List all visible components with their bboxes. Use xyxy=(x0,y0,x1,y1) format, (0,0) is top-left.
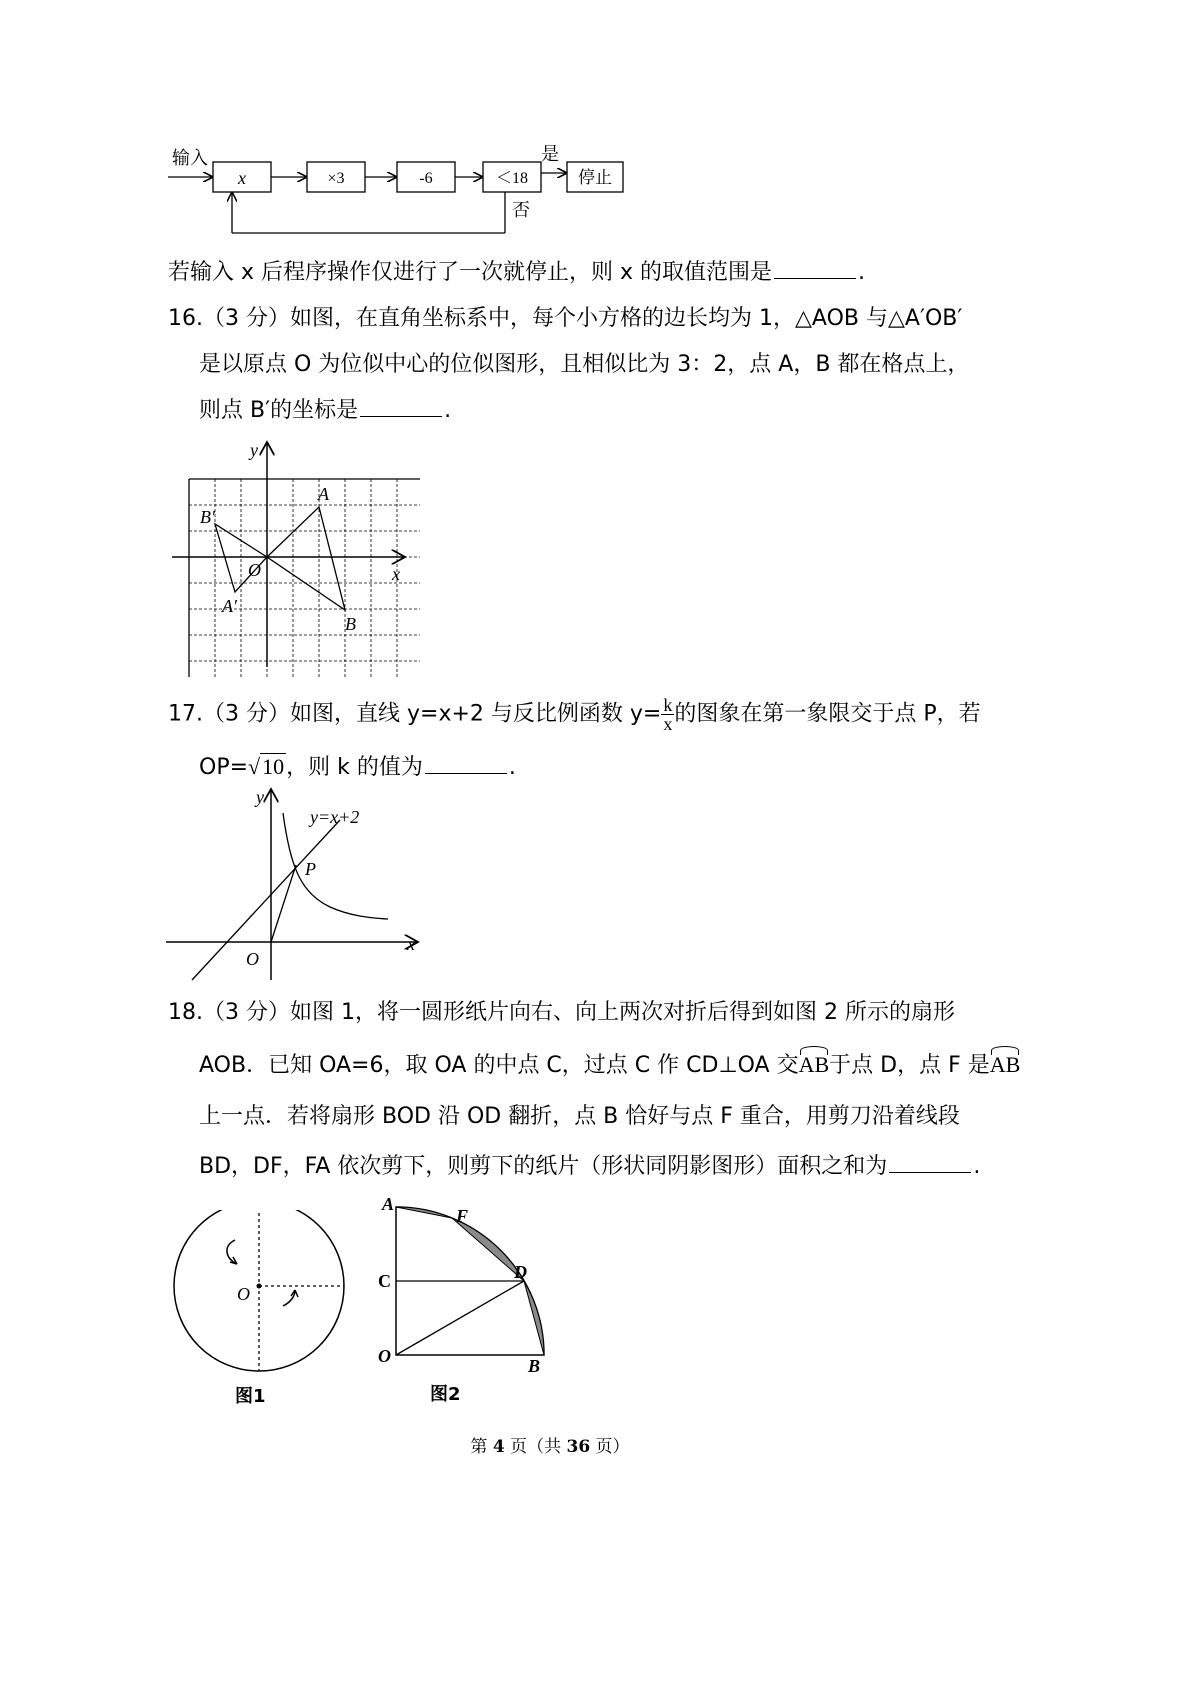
q18-D-label: D xyxy=(514,1262,527,1282)
q17-graph-svg xyxy=(160,785,430,985)
q17-fraction xyxy=(661,696,674,733)
flow-box-compare-label: ＜18 xyxy=(495,170,529,187)
q16-x-label: x xyxy=(392,564,400,584)
flow-yes-label: 是 xyxy=(541,144,559,165)
q16-line2 xyxy=(199,350,969,380)
q15-line: 若输入 x 后程序操作仅进行了一次就停止，则 x 的取值范围是 . xyxy=(168,260,866,285)
q18-figure-1 xyxy=(165,1210,355,1410)
q16-answer-blank[interactable] xyxy=(360,396,442,417)
flow-box-stop-label: 停止 xyxy=(578,168,612,188)
q18-F-label: F xyxy=(456,1206,469,1226)
q16-A-label: A xyxy=(318,484,329,504)
q17-text1b: 的图象在第一象限交于点 P，若 xyxy=(674,701,981,727)
q18-text1: 如图 1，将一圆形纸片向右、向上两次对折后得到如图 2 所示的扇形 xyxy=(290,1000,955,1025)
q17-frac-den: x xyxy=(663,714,673,734)
q18-center-dot xyxy=(257,1284,262,1289)
q18-arc-AB-2: AB xyxy=(990,1050,1021,1080)
q17-hyperbola xyxy=(283,813,388,919)
q16-Bp-label: B′ xyxy=(200,507,215,527)
q18-line1 xyxy=(168,998,955,1028)
q18-O-label: O xyxy=(378,1346,391,1366)
q17-y-label: y xyxy=(256,787,264,807)
q17-figure xyxy=(160,785,430,985)
q17-line-label: y=x+2 xyxy=(310,807,360,827)
q18-fig1-O-label: O xyxy=(237,1284,250,1304)
q16-grid-svg xyxy=(160,432,420,677)
q18-text2b: 于点 D，点 F 是 xyxy=(829,1053,990,1078)
footer-mid: 页（共 xyxy=(504,1437,567,1457)
q17-O-label: O xyxy=(246,949,259,969)
q16-text1: 如图，在直角坐标系中，每个小方格的边长均为 1，△AOB 与△A′OB′ xyxy=(290,306,963,331)
q16-text3: 则点 B′的坐标是 xyxy=(199,398,359,423)
q16-line3: 则点 B′的坐标是 . xyxy=(199,398,452,423)
q17-line1 xyxy=(168,696,981,733)
q17-number: 17. xyxy=(168,701,203,727)
footer-total-pages: 36 xyxy=(566,1437,591,1457)
q18-A-label: A xyxy=(382,1194,395,1214)
q18-line4: BD，DF，FA 依次剪下，则剪下的纸片（形状同阴影图形）面积之和为 . xyxy=(199,1154,981,1179)
q17-P-label: P xyxy=(305,859,316,879)
q18-C-label: C xyxy=(378,1271,391,1291)
footer-post: 页） xyxy=(590,1437,630,1457)
q16-text2: 是以原点 O 为位似中心的位似图形，且相似比为 3：2，点 A，B 都在格点上， xyxy=(199,352,970,377)
q16-y-label: y xyxy=(250,440,258,460)
flowchart xyxy=(160,140,680,250)
q16-O-label: O xyxy=(248,560,261,580)
page-footer xyxy=(0,1432,1100,1457)
q18-fig2-svg xyxy=(370,1190,570,1410)
q17-text2a: OP= xyxy=(199,755,249,780)
q18-text2a: AOB．已知 OA=6，取 OA 的中点 C，过点 C 作 CD⊥OA 交 xyxy=(199,1053,799,1078)
q16-line1 xyxy=(168,304,962,334)
q18-text3: 上一点．若将扇形 BOD 沿 OD 翻折，点 B 恰好与点 F 重合，用剪刀沿着线段 xyxy=(199,1104,960,1129)
q18-arc-AB-1: AB xyxy=(799,1050,830,1080)
q15-answer-blank[interactable] xyxy=(774,258,856,279)
q17-frac-num: k xyxy=(663,695,673,715)
q16-triangle-AOB xyxy=(267,507,345,610)
footer-pre: 第 xyxy=(470,1437,493,1457)
flow-box-times3-label: ×3 xyxy=(327,170,345,187)
q18-fig1-svg xyxy=(165,1210,355,1410)
q16-figure xyxy=(160,432,420,677)
q17-text1a: 如图，直线 y=x+2 与反比例函数 y= xyxy=(290,701,662,727)
q17-line2: OP=√10，则 k 的值为 . xyxy=(199,754,516,780)
q18-B-label: B xyxy=(528,1356,541,1376)
q16-B-label: B xyxy=(345,614,356,634)
flowchart-svg xyxy=(160,140,680,250)
q18-line3 xyxy=(199,1102,960,1132)
flow-box-minus6-label: -6 xyxy=(419,170,433,187)
footer-page-number: 4 xyxy=(492,1437,505,1457)
q18-answer-blank[interactable] xyxy=(889,1152,971,1173)
q16-number: 16. xyxy=(168,306,203,331)
q15-text: 若输入 x 后程序操作仅进行了一次就停止，则 x 的取值范围是 xyxy=(168,260,773,285)
q18-line2 xyxy=(199,1050,1020,1081)
q17-sqrt-value: 10 xyxy=(262,754,285,779)
q17-answer-blank[interactable] xyxy=(425,753,507,774)
q18-number: 18. xyxy=(168,1000,203,1025)
flow-no-label: 否 xyxy=(512,200,530,221)
q18-score: （3 分） xyxy=(203,1000,290,1025)
q16-grid xyxy=(189,479,420,677)
q16-Ap-label: A′ xyxy=(222,596,237,616)
q17-segment-OP xyxy=(271,865,296,942)
q18-figure-2 xyxy=(370,1190,570,1410)
q17-text2b: ，则 k 的值为 xyxy=(286,755,423,780)
q17-x-label: x xyxy=(407,934,415,954)
q17-score: （3 分） xyxy=(203,701,290,727)
q18-shade-DB xyxy=(524,1281,544,1355)
flow-input-label: 输入 xyxy=(172,148,208,169)
flow-box-x-label: x xyxy=(238,168,246,188)
q18-fig2-caption: 图2 xyxy=(430,1384,461,1405)
q16-score: （3 分） xyxy=(203,306,290,331)
q18-shade-AF xyxy=(396,1207,452,1218)
q18-text4: BD，DF，FA 依次剪下，则剪下的纸片（形状同阴影图形）面积之和为 xyxy=(199,1154,888,1179)
q17-sqrt: √10 xyxy=(248,754,285,779)
q18-fig1-caption: 图1 xyxy=(235,1386,266,1407)
q18-segment-OD xyxy=(396,1281,524,1355)
